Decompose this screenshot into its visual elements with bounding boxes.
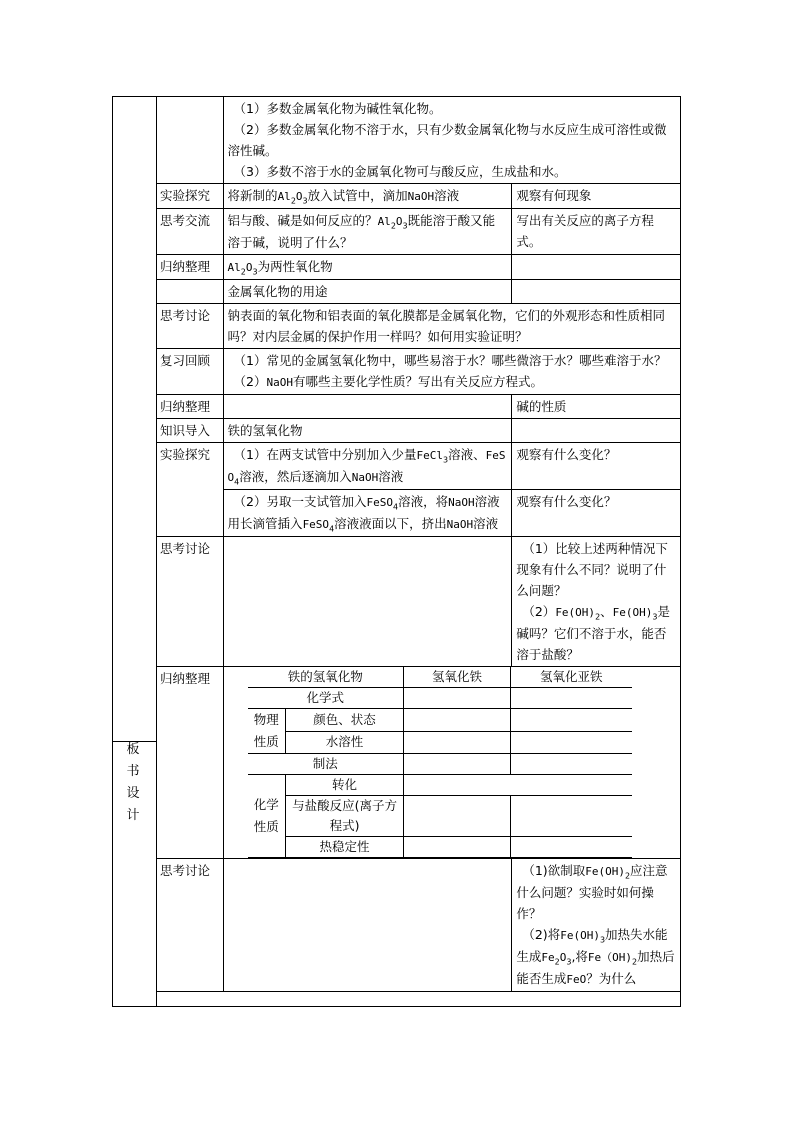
- inner-header-row: [248, 667, 632, 688]
- row-summary-3: [156, 667, 680, 859]
- note-cell: 写出有关反应的离子方程式。: [512, 209, 680, 255]
- inner-label: 转化: [286, 775, 404, 796]
- inner-cell: [404, 731, 511, 754]
- note-cell: [512, 255, 680, 280]
- step-label: 复习回顾: [156, 349, 223, 395]
- note-cell: 观察有什么变化？: [512, 443, 680, 490]
- note-cell: 观察有什么变化？: [512, 490, 680, 537]
- intro-line-1: （1）多数金属氧化物为碱性氧化物。: [233, 101, 442, 116]
- inner-cell: [404, 709, 511, 732]
- step-label: 归纳整理: [156, 255, 223, 280]
- discussion-4-q2: （2)将$Fe(OH)_3$加热失水能生成$Fe_2O_3$,将$Fe(OH)_2$加热后能否生成FeO？为什么: [516, 927, 675, 986]
- note-cell: [512, 859, 680, 992]
- content-cell: 铝与酸、碱是如何反应的？$Al_2O_3$既能溶于酸又能溶于碱，说明了什么？: [223, 209, 512, 255]
- inner-label: 与盐酸反应(离子方程式): [286, 796, 404, 837]
- inner-cell: [404, 775, 632, 796]
- inner-cell: [511, 796, 632, 837]
- inner-row: [248, 688, 632, 709]
- row-discussion-2: [156, 304, 680, 349]
- board-design-label: 板书设计: [126, 742, 140, 823]
- row-intro: [156, 97, 680, 184]
- side-column: [113, 97, 157, 1006]
- row-summary-2: [156, 395, 680, 419]
- review-line-1: （1）常见的金属氢氧化物中，哪些易溶于水？哪些微溶于水？哪些难溶于水？: [233, 353, 667, 368]
- inner-cell: [404, 754, 511, 775]
- content-cell: [223, 859, 512, 992]
- lesson-plan-table: [112, 96, 681, 1007]
- main-table: [156, 97, 680, 992]
- inner-cell: [511, 754, 632, 775]
- step-cell: [156, 97, 223, 184]
- inner-header-cell: 铁的氢氧化物: [248, 667, 404, 688]
- inner-row: [248, 754, 632, 775]
- content-cell: （1）在两支试管中分别加入少量FeCl$_3$溶液、FeSO$_4$溶液，然后逐滴加入NaOH溶液: [223, 443, 512, 490]
- inner-cell: [404, 688, 511, 709]
- inner-cell: [404, 837, 511, 858]
- row-review: [156, 349, 680, 395]
- row-experiment-1: [156, 184, 680, 209]
- inner-cell: [511, 688, 632, 709]
- inner-cell: [511, 731, 632, 754]
- content-cell: 钠表面的氧化物和铝表面的氧化膜都是金属氧化物，它们的外观形态和性质相同吗？对内层金属的保护作用一样吗？如何用实验证明？: [223, 304, 680, 349]
- step-label: 思考交流: [156, 209, 223, 255]
- step-label: 思考讨论: [156, 537, 223, 667]
- content-cell: [223, 395, 512, 419]
- row-experiment-2b: [156, 490, 680, 537]
- review-line-2: （2）NaOH有哪些主要化学性质？写出有关反应方程式。: [233, 374, 544, 389]
- row-discussion-1: [156, 209, 680, 255]
- content-cell: [223, 537, 512, 667]
- row-discussion-3: [156, 537, 680, 667]
- content-cell: （2）另取一支试管加入FeSO$_4$溶液，将NaOH溶液用长滴管插入FeSO$_4$溶液液面以下，挤出NaOH溶液: [223, 490, 512, 537]
- inner-group-label: 物理性质: [248, 709, 286, 754]
- inner-label: 水溶性: [286, 731, 404, 754]
- iron-hydroxide-table: [248, 667, 632, 858]
- intro-line-2: （2）多数金属氧化物不溶于水，只有少数金属氧化物与水反应生成可溶性或微溶性碱。: [227, 122, 667, 158]
- inner-cell: [404, 796, 511, 837]
- content-cell: 金属氧化物的用途: [223, 280, 512, 304]
- inner-row: [248, 837, 632, 858]
- inner-cell: [511, 837, 632, 858]
- content-cell: [223, 349, 680, 395]
- inner-group-label: 化学性质: [248, 775, 286, 858]
- discussion-3-q1: （1）比较上述两种情况下现象有什么不同？说明了什么问题？: [516, 541, 668, 598]
- step-label: 实验探究: [156, 184, 223, 209]
- inner-label: 热稳定性: [286, 837, 404, 858]
- inner-row: [248, 775, 632, 796]
- inner-label: 化学式: [248, 688, 404, 709]
- step-label: 归纳整理: [156, 395, 223, 419]
- step-label: 归纳整理: [156, 667, 223, 859]
- content-cell: 将新制的$Al_2O_3$放入试管中，滴加NaOH溶液: [223, 184, 512, 209]
- inner-row: [248, 796, 632, 837]
- inner-row: [248, 731, 632, 754]
- note-cell: 观察有何现象: [512, 184, 680, 209]
- step-label: 思考讨论: [156, 859, 223, 992]
- content-cell: [223, 97, 680, 184]
- note-cell: [512, 537, 680, 667]
- note-cell: 碱的性质: [512, 395, 680, 419]
- inner-header-cell: 氢氧化亚铁: [511, 667, 632, 688]
- row-discussion-4: [156, 859, 680, 992]
- row-intro-knowledge: [156, 419, 680, 443]
- inner-label: 颜色、状态: [286, 709, 404, 732]
- step-label: [156, 280, 223, 304]
- discussion-4-q1: （1)欲制取$Fe(OH)_2$应注意什么问题？实验时如何操作？: [516, 863, 668, 921]
- discussion-3-q2: $(2)Fe(OH)_2$、$Fe(OH)_3$是碱吗？它们不溶于水，能否溶于盐酸？: [516, 604, 671, 662]
- row-uses: [156, 280, 680, 304]
- step-label: 思考讨论: [156, 304, 223, 349]
- step-label: 知识导入: [156, 419, 223, 443]
- intro-line-3: （3）多数不溶于水的金属氧化物可与酸反应，生成盐和水。: [233, 164, 567, 179]
- inner-cell: [511, 709, 632, 732]
- note-cell: [512, 280, 680, 304]
- step-label: 实验探究: [156, 443, 223, 537]
- inner-label: 制法: [248, 754, 404, 775]
- row-summary-1: [156, 255, 680, 280]
- row-experiment-2a: [156, 443, 680, 490]
- inner-row: [248, 709, 632, 732]
- content-cell: 铁的氢氧化物: [223, 419, 512, 443]
- note-cell: [512, 419, 680, 443]
- content-cell: $Al_2O_3$为两性氧化物: [223, 255, 512, 280]
- inner-header-cell: 氢氧化铁: [404, 667, 511, 688]
- content-cell: [223, 667, 680, 859]
